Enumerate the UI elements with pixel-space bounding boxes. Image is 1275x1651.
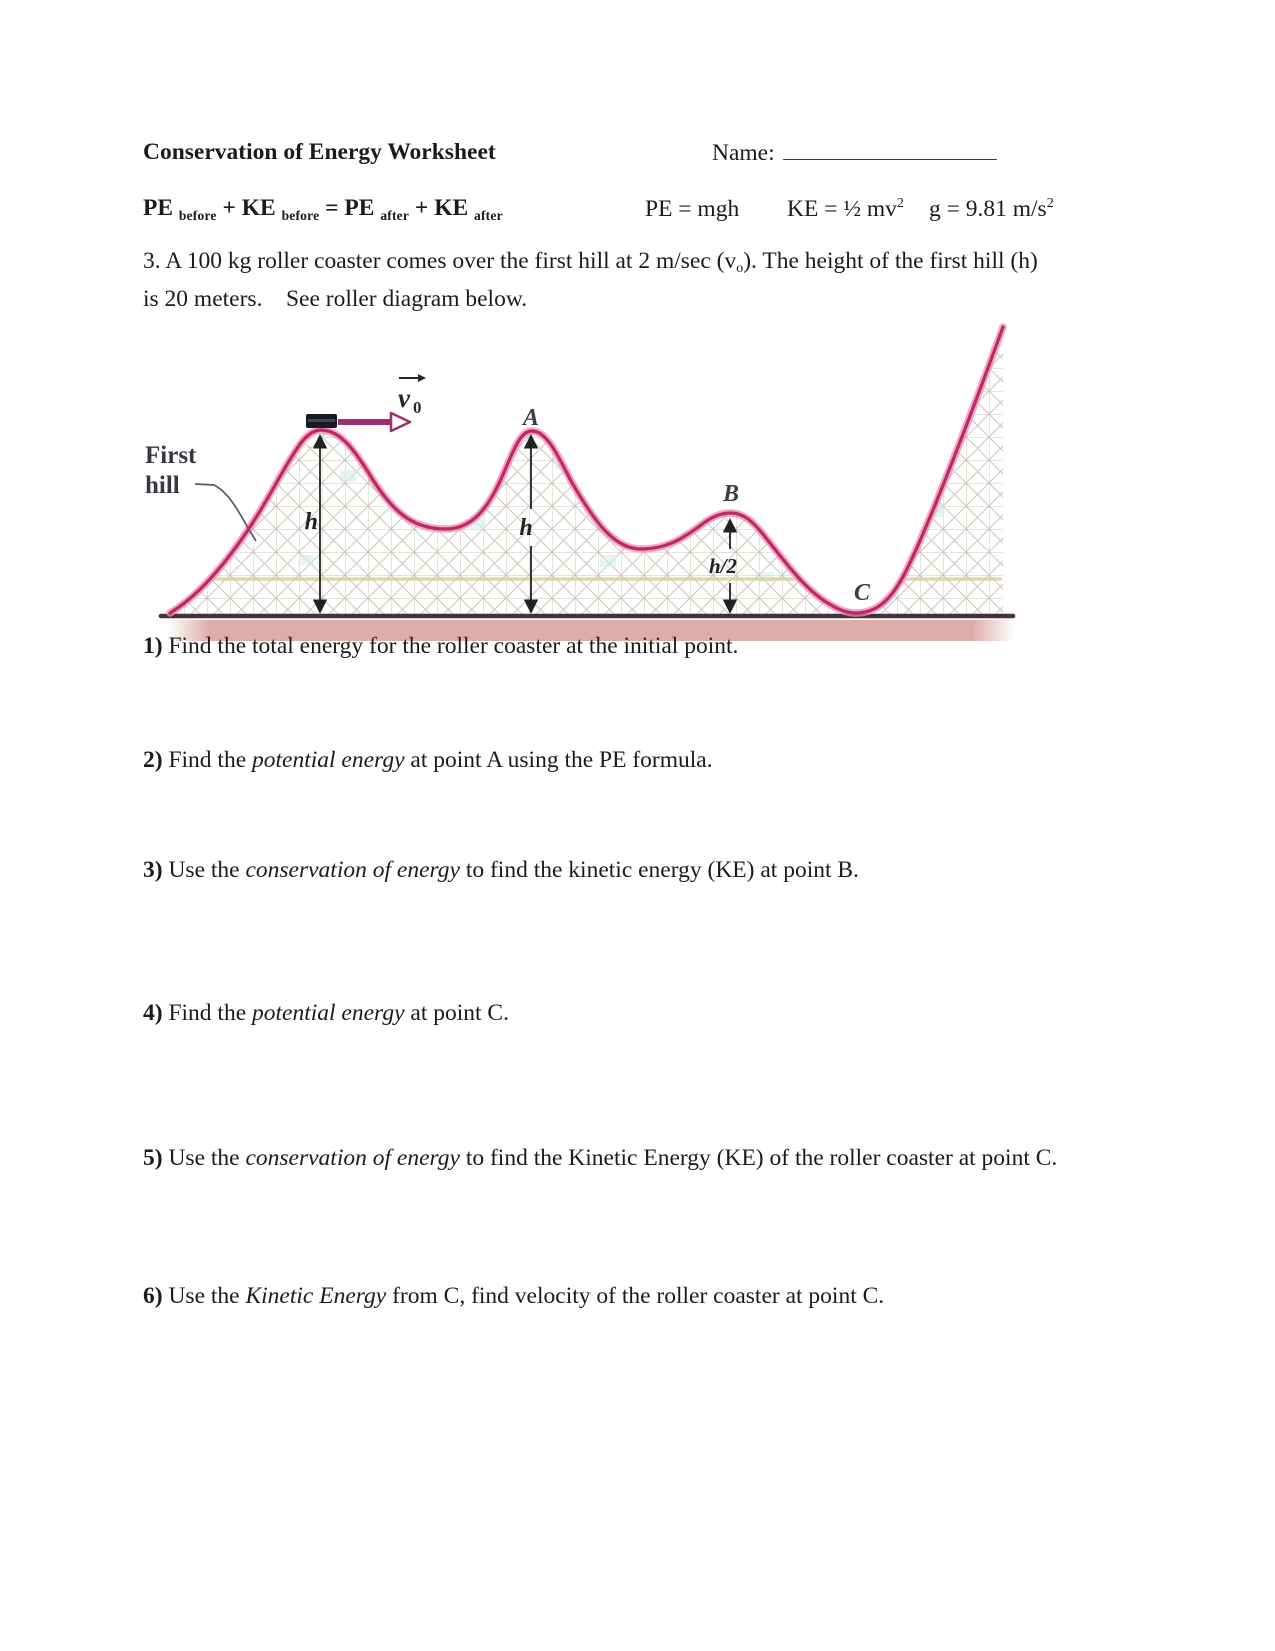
name-label: Name: (712, 140, 775, 166)
svg-text:0: 0 (413, 398, 422, 417)
g-constant: g = 9.81 $m/s^2$ (929, 196, 1054, 222)
support-lattice (170, 327, 1003, 614)
question-2: 2) Find the potential energy at point A using the PE formula. (143, 747, 713, 773)
conservation-equation: PE $_{before}$ + KE $_{before}$ = PE $_{after}$ + KE $_{after}$ (143, 195, 503, 223)
question-3: 3) Use the conservation of energy to find the kinetic energy (KE) at point B. (143, 857, 859, 883)
name-blank-line (783, 139, 997, 160)
pe-formula: PE = mgh (645, 196, 740, 222)
problem-line-2: is 20 meters. See roller diagram below. (143, 286, 528, 312)
problem-line-1: 3. A 100 kg roller coaster comes over the first hill at 2 m/sec $(v_o)$. The height of the first hill (h) (143, 248, 1038, 276)
v0-arrow-head (391, 413, 410, 431)
v0-vector-label (398, 374, 426, 417)
question-6: 6) Use the Kinetic Energy from C, find velocity of the roller coaster at point C. (143, 1283, 885, 1309)
point-a-label: A (522, 405, 540, 431)
question-1: 1) Find the total energy for the roller coaster at the initial point. (143, 633, 739, 659)
h-half-label: h/2 (708, 554, 738, 578)
svg-text:v: v (398, 383, 410, 413)
h-label-a: h (519, 515, 533, 541)
h-label-first-hill: h (304, 509, 318, 535)
roller-coaster-diagram (140, 295, 1030, 645)
point-c-label: C (853, 580, 871, 606)
page-title: Conservation of Energy Worksheet (143, 139, 496, 165)
coaster-cart-highlight (308, 419, 335, 422)
question-5: 5) Use the conservation of energy to find the Kinetic Energy (KE) of the roller coaster at point C. (143, 1145, 1058, 1171)
ke-formula: KE = ½ $mv^2$ (787, 196, 904, 222)
question-4: 4) Find the potential energy at point C. (143, 1000, 509, 1026)
point-b-label: B (722, 481, 740, 507)
first-hill-label-line2: hill (145, 472, 180, 499)
first-hill-label-line1: First (145, 442, 197, 469)
name-field (712, 139, 997, 167)
